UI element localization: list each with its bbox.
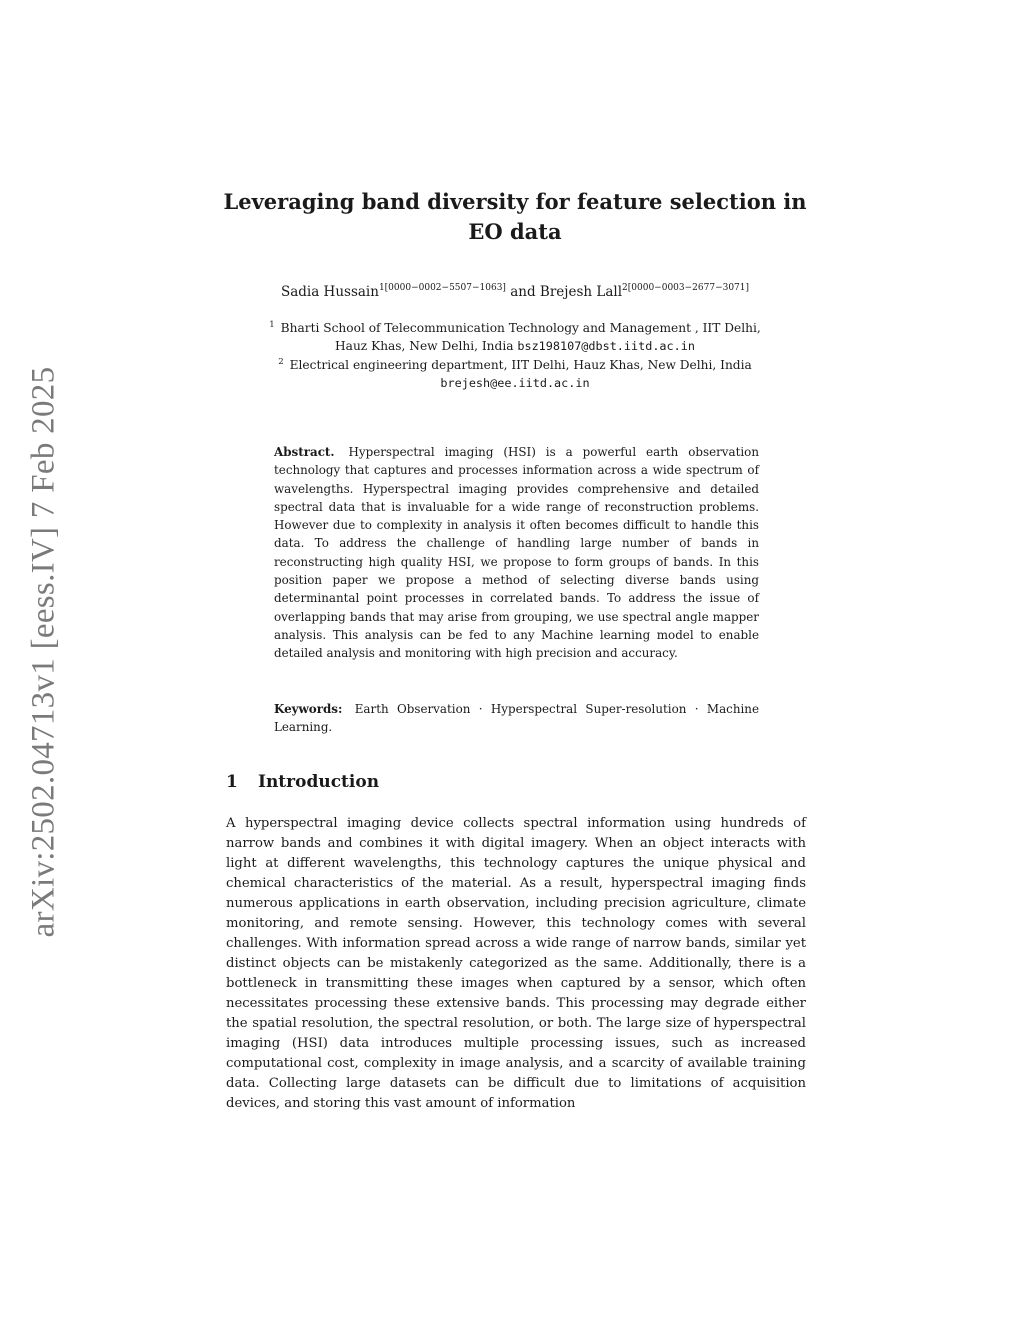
author-2-name: Brejesh Lall	[539, 284, 623, 300]
arxiv-identifier: arXiv:2502.04713v1 [eess.IV] 7 Feb 2025	[25, 366, 62, 938]
author-2-orcid: 2[0000−0003−2677−3071]	[622, 283, 750, 293]
title-line-1: Leveraging band diversity for feature selection in	[223, 189, 807, 214]
author-1-orcid: 1[0000−0002−5507−1063]	[378, 283, 506, 293]
paper-title	[200, 187, 830, 247]
affiliation-1-email: bsz198107@dbst.iitd.ac.in	[517, 339, 695, 353]
section-heading	[226, 770, 379, 794]
author-conjunction: and	[510, 284, 536, 300]
affiliation-1-line-2: Hauz Khas, New Delhi, India	[335, 339, 514, 353]
affiliation-2-line-1: Electrical engineering department, IIT Delhi, Hauz Khas, New Delhi, India	[289, 358, 752, 372]
keywords-label: Keywords:	[274, 702, 343, 716]
affiliation-2	[180, 356, 850, 392]
author-list	[150, 281, 880, 303]
section-number: 1	[226, 772, 238, 792]
keywords	[274, 700, 759, 737]
keywords-text: Earth Observation · Hyperspectral Super-resolution · Machine Learning.	[274, 702, 759, 735]
abstract-label: Abstract.	[274, 445, 335, 459]
affiliation-1	[180, 319, 850, 355]
affiliation-1-line-1: Bharti School of Telecommunication Technology and Management , IIT Delhi,	[280, 321, 761, 335]
section-title: Introduction	[258, 772, 380, 792]
abstract	[274, 443, 759, 663]
author-1-name: Sadia Hussain	[280, 284, 379, 300]
affiliation-2-email: brejesh@ee.iitd.ac.in	[440, 376, 590, 390]
introduction-paragraph: A hyperspectral imaging device collects spectral information using hundreds of narrow bands and combines it with digital imagery. When an object interacts with light at different wavelengths, this technology captures the unique physical and chemical characteristics of the material. As a result, hyperspectral imaging finds numerous applications in earth observation, including precision agriculture, climate monitoring, and remote sensing. However, this technology comes with several challenges. With information spread across a wide range of narrow bands, similar yet distinct objects can be mistakenly categorized as the same. Additionally, there is a bottleneck in transmitting these images when captured by a sensor, which often necessitates processing these extensive bands. This processing may degrade either the spatial resolution, the spectral resolution, or both. The large size of hyperspectral imaging (HSI) data introduces multiple processing issues, such as increased computational cost, complexity in image analysis, and a scarcity of available training data. Collecting large datasets can be difficult due to limitations of acquisition devices, and storing this vast amount of information	[226, 816, 806, 1111]
abstract-text: Hyperspectral imaging (HSI) is a powerful earth observation technology that captures and processes information across a wide spectrum of wavelengths. Hyperspectral imaging provides comprehensive and detailed spectral data that is invaluable for a wide range of reconstruction problems. However due to complexity in analysis it often becomes difficult to handle this data. To address the challenge of handling large number of bands in reconstructing high quality HSI, we propose to form groups of bands. In this position paper we propose a method of selecting diverse bands using determinantal point processes in correlated bands. To address the issue of overlapping bands that may arise from grouping, we use spectral angle mapper analysis. This analysis can be fed to any Machine learning model to enable detailed analysis and monitoring with high precision and accuracy.	[274, 445, 759, 661]
affiliation-1-mark: 1	[269, 320, 275, 330]
title-line-2: EO data	[468, 219, 562, 244]
affiliation-2-mark: 2	[278, 357, 284, 367]
